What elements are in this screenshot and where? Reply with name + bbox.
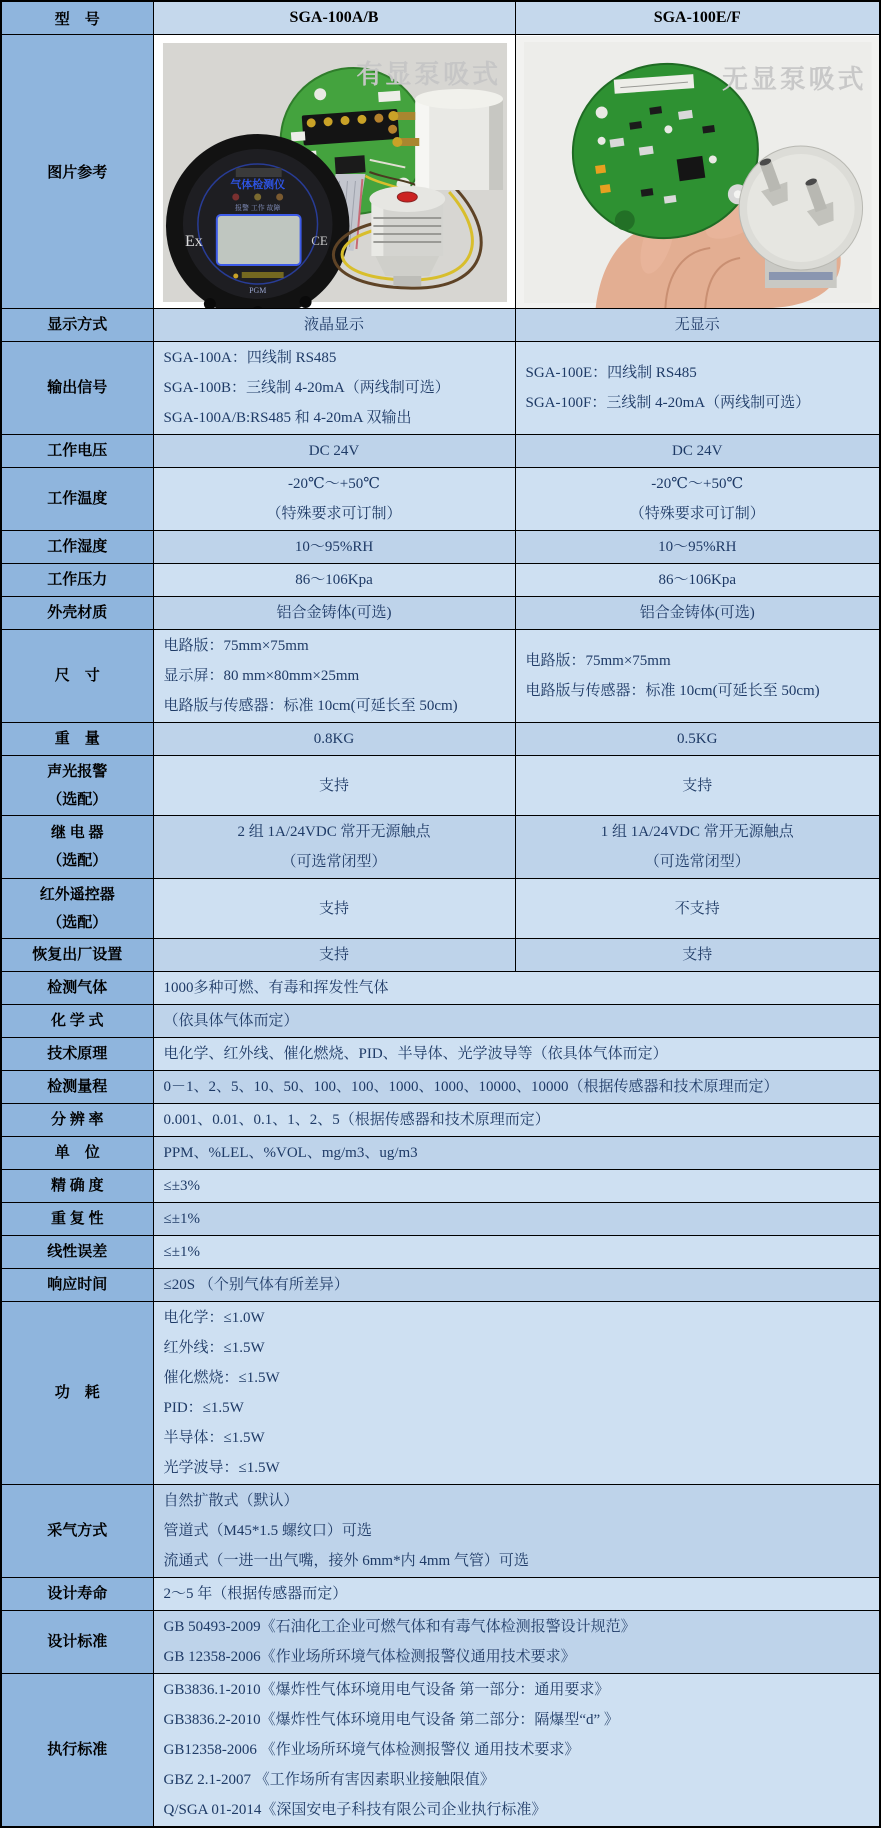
row-label-audible-visual-alarm: 声光报警 （选配） — [1, 756, 153, 816]
row-label-detection-range: 检测量程 — [1, 1071, 153, 1104]
row-label-repeatability: 重 复 性 — [1, 1203, 153, 1236]
photo-cell-right — [515, 35, 880, 309]
cell-shell-material-model-a: 铝合金铸体(可选) — [153, 597, 515, 630]
image-row — [1, 35, 880, 309]
cell-working-humidity-model-a: 10～95%RH — [153, 531, 515, 564]
cell-power-consumption: 电化学：≤1.0W 红外线：≤1.5W 催化燃烧：≤1.5W PID：≤1.5W 半导体：≤1.5W 光学波导：≤1.5W — [153, 1302, 880, 1485]
cell-ir-remote-model-b: 不支持 — [515, 879, 880, 939]
row-label-technical-principle: 技术原理 — [1, 1038, 153, 1071]
spec-row-execution-standard — [1, 1674, 880, 1828]
gauge-brand-text: 气体检测仪 — [229, 178, 285, 191]
row-label-resolution: 分 辨 率 — [1, 1104, 153, 1137]
spec-rows — [1, 309, 880, 1828]
photo-cell-left — [153, 35, 515, 309]
image-row-label: 图片参考 — [1, 35, 153, 309]
cell-working-voltage-model-a: DC 24V — [153, 435, 515, 468]
row-label-execution-standard: 执行标准 — [1, 1674, 153, 1828]
cell-display-mode-model-a: 液晶显示 — [153, 309, 515, 342]
cell-shell-material-model-b: 铝合金铸体(可选) — [515, 597, 880, 630]
cell-dimensions-model-b: 电路版：75mm×75mm 电路版与传感器：标准 10cm(可延长至 50cm) — [515, 630, 880, 723]
spec-row-audible-visual-alarm — [1, 756, 880, 816]
spec-row-working-temperature — [1, 468, 880, 531]
cell-design-standard: GB 50493-2009《石油化工企业可燃气体和有毒气体检测报警设计规范》 GB 12358-2006《作业场所环境气体检测报警仪通用技术要求》 — [153, 1611, 880, 1674]
spec-row-sampling-method — [1, 1485, 880, 1578]
cell-technical-principle: 电化学、红外线、催化燃烧、PID、半导体、光学波导等（依具体气体而定） — [153, 1038, 880, 1071]
spec-row-design-life — [1, 1578, 880, 1611]
cell-unit: PPM、%LEL、%VOL、mg/m3、ug/m3 — [153, 1137, 880, 1170]
row-label-design-standard: 设计标准 — [1, 1611, 153, 1674]
row-label-power-consumption: 功 耗 — [1, 1302, 153, 1485]
row-label-working-temperature: 工作温度 — [1, 468, 153, 531]
product-photo-sga100ef — [516, 36, 880, 308]
spec-row-detected-gas — [1, 972, 880, 1005]
cell-sampling-method: 自然扩散式（默认） 管道式（M45*1.5 螺纹口）可选 流通式（一进一出气嘴，接外 6mm*内 4mm 气管）可选 — [153, 1485, 880, 1578]
spec-row-ir-remote — [1, 879, 880, 939]
cell-repeatability: ≤±1% — [153, 1203, 880, 1236]
spec-row-power-consumption — [1, 1302, 880, 1485]
cell-audible-visual-alarm-model-b: 支持 — [515, 756, 880, 816]
cell-detection-range: 0－1、2、5、10、50、100、100、1000、1000、10000、10000（根据传感器和技术原理而定） — [153, 1071, 880, 1104]
spec-row-weight — [1, 723, 880, 756]
model-b-header: SGA-100E/F — [515, 1, 880, 35]
gauge-led-labels: 报警 工作 故障 — [234, 203, 280, 212]
row-label-working-humidity: 工作湿度 — [1, 531, 153, 564]
cell-audible-visual-alarm-model-a: 支持 — [153, 756, 515, 816]
cell-working-pressure-model-b: 86～106Kpa — [515, 564, 880, 597]
cell-working-humidity-model-b: 10～95%RH — [515, 531, 880, 564]
row-label-design-life: 设计寿命 — [1, 1578, 153, 1611]
model-header-label: 型 号 — [1, 1, 153, 35]
cell-working-temperature-model-b: -20℃～+50℃ （特殊要求可订制） — [515, 468, 880, 531]
spec-row-shell-material — [1, 597, 880, 630]
cell-resolution: 0.001、0.01、0.1、1、2、5（根据传感器和技术原理而定） — [153, 1104, 880, 1137]
cell-relay-model-a: 2 组 1A/24VDC 常开无源触点 （可选常闭型） — [153, 816, 515, 879]
row-label-display-mode: 显示方式 — [1, 309, 153, 342]
spec-row-output-signal — [1, 342, 880, 435]
cell-chemical-formula: （依具体气体而定） — [153, 1005, 880, 1038]
cell-ir-remote-model-a: 支持 — [153, 879, 515, 939]
cell-detected-gas: 1000多种可燃、有毒和挥发性气体 — [153, 972, 880, 1005]
row-label-linearity-error: 线性误差 — [1, 1236, 153, 1269]
header-row — [1, 1, 880, 35]
cell-weight-model-b: 0.5KG — [515, 723, 880, 756]
row-label-accuracy: 精 确 度 — [1, 1170, 153, 1203]
spec-row-working-voltage — [1, 435, 880, 468]
cell-linearity-error: ≤±1% — [153, 1236, 880, 1269]
row-label-dimensions: 尺 寸 — [1, 630, 153, 723]
cell-display-mode-model-b: 无显示 — [515, 309, 880, 342]
row-label-weight: 重 量 — [1, 723, 153, 756]
cell-working-voltage-model-b: DC 24V — [515, 435, 880, 468]
cell-output-signal-model-a: SGA-100A：四线制 RS485 SGA-100B：三线制 4-20mA（两线制可选） SGA-100A/B:RS485 和 4-20mA 双输出 — [153, 342, 515, 435]
spec-row-linearity-error — [1, 1236, 880, 1269]
spec-row-repeatability — [1, 1203, 880, 1236]
spec-row-unit — [1, 1137, 880, 1170]
row-label-factory-reset: 恢复出厂设置 — [1, 939, 153, 972]
spec-row-relay — [1, 816, 880, 879]
row-label-sampling-method: 采气方式 — [1, 1485, 153, 1578]
cell-working-temperature-model-a: -20℃～+50℃ （特殊要求可订制） — [153, 468, 515, 531]
row-label-detected-gas: 检测气体 — [1, 972, 153, 1005]
spec-row-accuracy — [1, 1170, 880, 1203]
gauge-pgm-mark: PGM — [248, 285, 266, 295]
row-label-ir-remote: 红外遥控器 （选配） — [1, 879, 153, 939]
cell-execution-standard: GB3836.1-2010《爆炸性气体环境用电气设备 第一部分：通用要求》 GB3836.2-2010《爆炸性气体环境用电气设备 第二部分：隔爆型“d” 》 GB12358-2006 《作业场所环境气体检测报警仪 通用技术要求》 GBZ 2.1-2007 《工作场所有害因素职业接触限值》 Q/SGA 01-2014《深国安电子科技有限公司企业执行标准》 — [153, 1674, 880, 1828]
row-label-unit: 单 位 — [1, 1137, 153, 1170]
row-label-shell-material: 外壳材质 — [1, 597, 153, 630]
row-label-output-signal: 输出信号 — [1, 342, 153, 435]
row-label-chemical-formula: 化 学 式 — [1, 1005, 153, 1038]
spec-row-factory-reset — [1, 939, 880, 972]
spec-row-resolution — [1, 1104, 880, 1137]
cell-dimensions-model-a: 电路版：75mm×75mm 显示屏：80 mm×80mm×25mm 电路版与传感器：标准 10cm(可延长至 50cm) — [153, 630, 515, 723]
right-watermark: 无显泵吸式 — [721, 64, 867, 94]
spec-row-display-mode — [1, 309, 880, 342]
row-label-response-time: 响应时间 — [1, 1269, 153, 1302]
row-label-relay: 继 电 器 （选配） — [1, 816, 153, 879]
spec-row-working-pressure — [1, 564, 880, 597]
product-photo-sga100ab — [154, 36, 515, 308]
row-label-working-voltage: 工作电压 — [1, 435, 153, 468]
cell-design-life: 2～5 年（根据传感器而定） — [153, 1578, 880, 1611]
cell-weight-model-a: 0.8KG — [153, 723, 515, 756]
cell-accuracy: ≤±3% — [153, 1170, 880, 1203]
cell-output-signal-model-b: SGA-100E：四线制 RS485 SGA-100F：三线制 4-20mA（两线制可选） — [515, 342, 880, 435]
cell-factory-reset-model-a: 支持 — [153, 939, 515, 972]
cell-relay-model-b: 1 组 1A/24VDC 常开无源触点 （可选常闭型） — [515, 816, 880, 879]
cell-factory-reset-model-b: 支持 — [515, 939, 880, 972]
model-a-header: SGA-100A/B — [153, 1, 515, 35]
cell-working-pressure-model-a: 86～106Kpa — [153, 564, 515, 597]
spec-row-chemical-formula — [1, 1005, 880, 1038]
spec-row-design-standard — [1, 1611, 880, 1674]
spec-row-response-time — [1, 1269, 880, 1302]
gauge-ex-mark: Ex — [184, 232, 203, 250]
spec-row-technical-principle — [1, 1038, 880, 1071]
spec-row-dimensions — [1, 630, 880, 723]
spec-row-detection-range — [1, 1071, 880, 1104]
cell-response-time: ≤20S （个别气体有所差异） — [153, 1269, 880, 1302]
gauge-ce-mark: CE — [310, 232, 328, 248]
left-watermark: 有显泵吸式 — [355, 59, 501, 89]
spec-row-working-humidity — [1, 531, 880, 564]
row-label-working-pressure: 工作压力 — [1, 564, 153, 597]
